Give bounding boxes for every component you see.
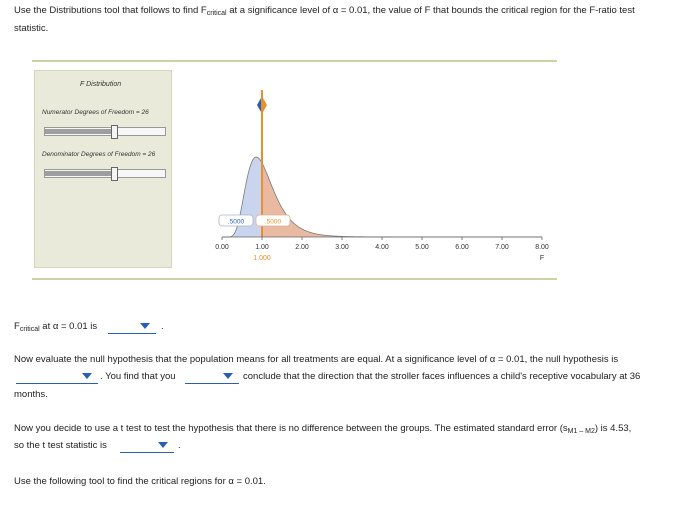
footer-text: Use the following tool to find the critical regions for α = 0.01. [14,476,266,487]
intro-text: Use the Distributions tool that follows to find $F_{critical}$ at a significance level of α = 0.01, the value of F that bounds the critical region for the F-ratio test statistic. [14,5,635,34]
left-area-label: .5000 [227,218,245,226]
t-statistic-dropdown[interactable] [120,438,174,453]
axis-label: F [539,255,545,262]
f-distribution-chart [177,62,557,278]
x-tick-label: 8.00 [535,244,549,251]
x-tick-label: 3.00 [335,244,349,251]
null-mid-text: . You find that you [100,371,176,382]
x-tick-label: 2.00 [295,244,309,251]
null-decision-dropdown[interactable] [16,369,98,384]
x-tick-label: 4.00 [375,244,389,251]
cutoff-readout: 1.000 [253,255,271,262]
chevron-down-icon [140,323,150,329]
denominator-df-slider-fill [45,171,114,176]
ttest-period: . [178,440,181,451]
null-hypothesis-text: Now evaluate the null hypothesis that the population means for all treatments are equal. At a significance level of α = 0.01, the null hypothesis is [14,354,619,365]
cutoff-handle-left-icon[interactable] [257,98,261,112]
numerator-df-slider-thumb[interactable] [111,125,118,139]
x-axis-ticks [215,237,549,251]
x-tick-label: 5.00 [415,244,429,251]
denominator-df-label: Denominator Degrees of Freedom = 26 [42,151,156,158]
x-tick-label: 6.00 [455,244,469,251]
denominator-df-slider[interactable] [44,169,166,178]
tool-title: F Distribution [80,81,122,88]
ttest-line2: so the t test statistic is [14,440,107,451]
conclusion-dropdown[interactable] [185,369,239,384]
numerator-df-label: Numerator Degrees of Freedom = 26 [42,109,149,116]
chevron-down-icon [223,373,233,379]
null-end-text: conclude that the direction that the stroller faces influences a child's receptive vocabulary at 36 [243,371,641,382]
fcrit-dropdown[interactable] [108,319,156,334]
numerator-df-slider-fill [45,129,114,134]
chevron-down-icon [82,373,92,379]
right-area-label: .5000 [264,218,282,226]
x-tick-label: 0.00 [215,244,229,251]
f-distribution-tool [32,60,557,280]
fcrit-period: . [161,321,164,332]
x-tick-label: 1.00 [255,244,269,251]
fcrit-line: $F_{critical}$ at α = 0.01 is [14,321,98,333]
denominator-df-slider-thumb[interactable] [111,167,118,181]
cutoff-handle-right-icon[interactable] [263,98,267,112]
right-tail-area [262,163,542,237]
df-control-panel [34,70,172,268]
numerator-df-slider[interactable] [44,127,166,136]
x-tick-label: 7.00 [495,244,509,251]
null-months-text: months. [14,389,48,400]
chevron-down-icon [158,442,168,448]
ttest-text: Now you decide to use a t test to test the hypothesis that there is no difference between the groups. The estimated standard error $(s_{M1 - M2})$ is 4.53, [14,423,632,435]
